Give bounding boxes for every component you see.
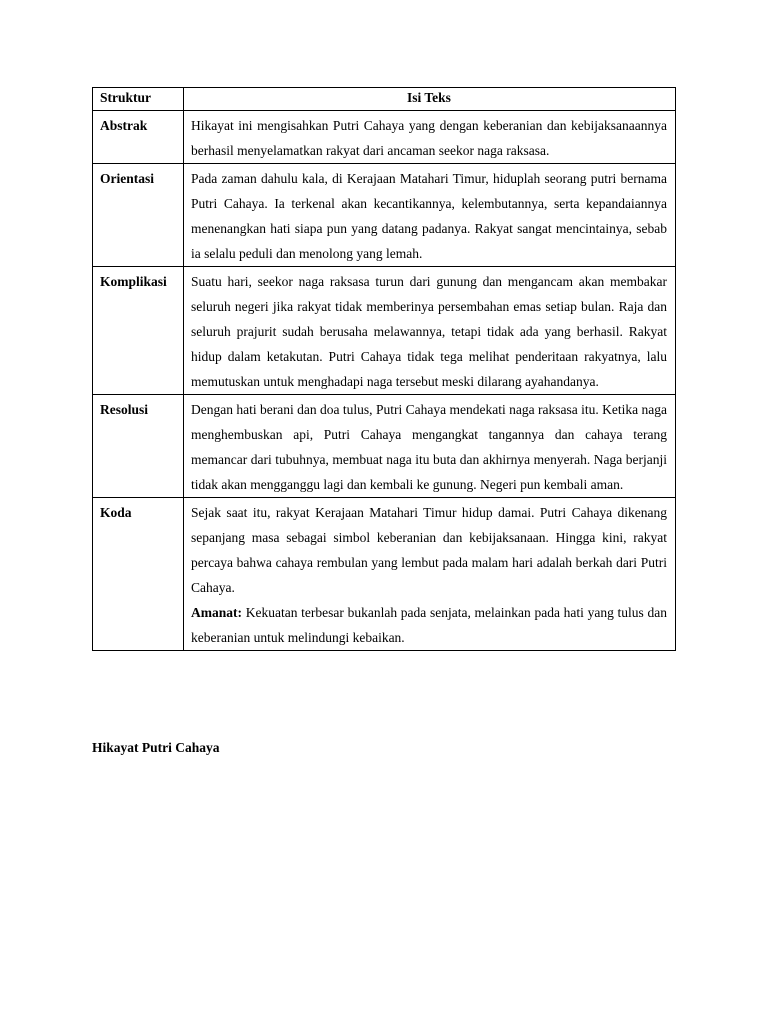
- table-row: [93, 267, 676, 395]
- row-text-abstrak: Hikayat ini mengisahkan Putri Cahaya yang dengan keberanian dan kebijaksanaannya berhasil menyelamatkan rakyat dari ancaman seekor naga raksasa.: [184, 111, 676, 164]
- row-text-koda: Sejak saat itu, rakyat Kerajaan Matahari Timur hidup damai. Putri Cahaya dikenang sepanjang masa sebagai simbol keberanian dan kebijaksanaan. Hingga kini, rakyat percaya bahwa cahaya rembulan yang lembut pada malam hari adalah berkah dari Putri Cahaya.: [191, 505, 667, 595]
- amanat-paragraph: [191, 600, 667, 650]
- table-row: [93, 164, 676, 267]
- row-label-koda: Koda: [93, 498, 184, 651]
- row-content-koda: [184, 498, 676, 651]
- row-label-orientasi: Orientasi: [93, 164, 184, 267]
- row-text-resolusi: Dengan hati berani dan doa tulus, Putri Cahaya mendekati naga raksasa itu. Ketika naga menghembuskan api, Putri Cahaya mengangkat tangannya dan cahaya terang memancar dari tubuhnya, membuat naga itu buta dan akhirnya menyerah. Naga berjanji tidak akan mengganggu lagi dan kembali ke gunung. Negeri pun kembali aman.: [184, 395, 676, 498]
- header-isi-teks: Isi Teks: [184, 88, 676, 111]
- table-row: [93, 111, 676, 164]
- row-text-orientasi: Pada zaman dahulu kala, di Kerajaan Matahari Timur, hiduplah seorang putri bernama Putri Cahaya. Ia terkenal akan kecantikannya, kelembutannya, serta kepandaiannya menenangkan hati siapa pun yang datang padanya. Rakyat sangat mencintainya, sebab ia selalu peduli dan menolong yang lemah.: [184, 164, 676, 267]
- table-row: [93, 498, 676, 651]
- document-caption: Hikayat Putri Cahaya: [92, 740, 220, 755]
- table-header-row: [93, 88, 676, 111]
- row-label-resolusi: Resolusi: [93, 395, 184, 498]
- row-text-komplikasi: Suatu hari, seekor naga raksasa turun dari gunung dan mengancam akan membakar seluruh negeri jika rakyat tidak memberinya persembahan emas setiap bulan. Raja dan seluruh prajurit sudah berusaha melawannya, tetapi tidak ada yang berhasil. Rakyat hidup dalam ketakutan. Putri Cahaya tidak tega melihat penderitaan rakyatnya, lalu memutuskan untuk menghadapi naga tersebut meski dilarang ayahandanya.: [184, 267, 676, 395]
- header-struktur: Struktur: [93, 88, 184, 111]
- structure-table: [92, 87, 676, 651]
- row-label-komplikasi: Komplikasi: [93, 267, 184, 395]
- row-label-abstrak: Abstrak: [93, 111, 184, 164]
- amanat-text: Kekuatan terbesar bukanlah pada senjata, melainkan pada hati yang tulus dan keberanian untuk melindungi kebaikan.: [191, 605, 668, 645]
- amanat-label: Amanat:: [191, 605, 242, 620]
- table-row: [93, 395, 676, 498]
